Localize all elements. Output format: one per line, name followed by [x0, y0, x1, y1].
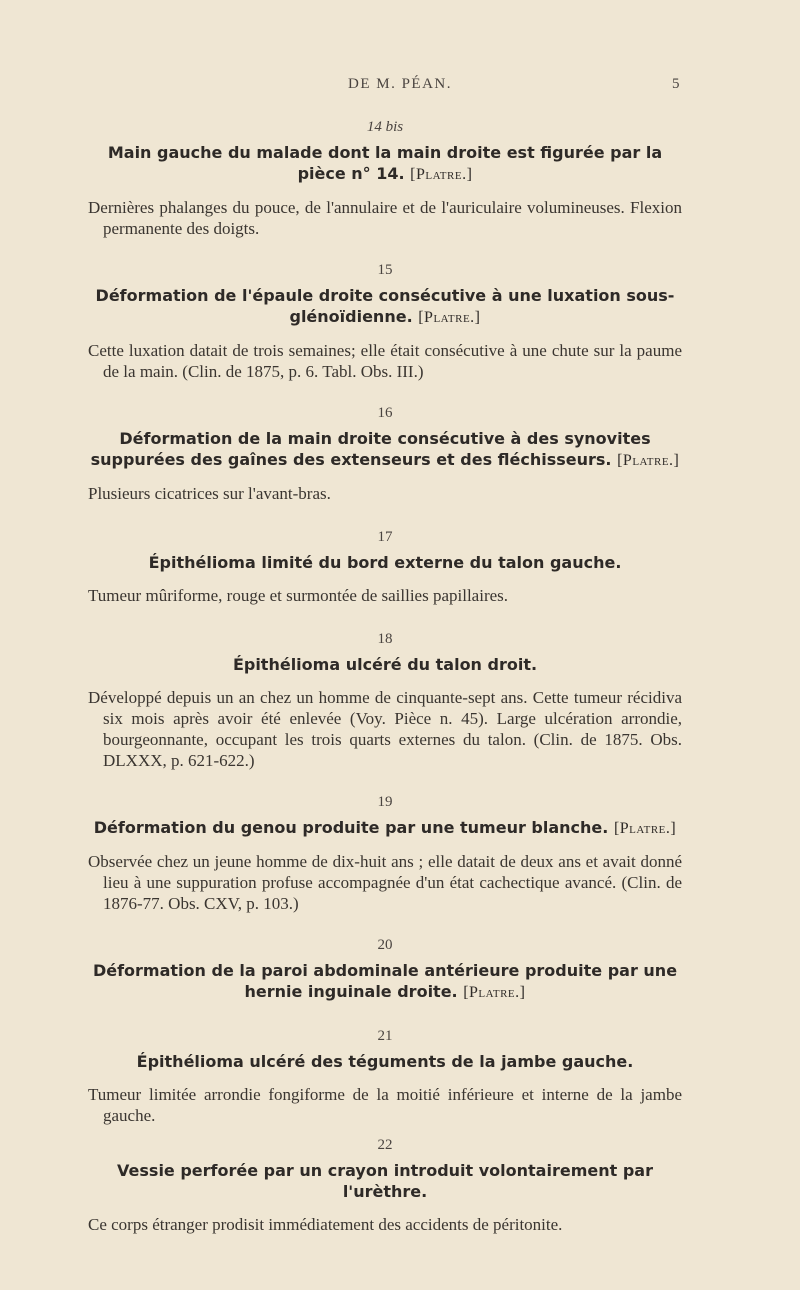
entry-number: 14 bis: [366, 119, 404, 135]
bracket-note: [Platre.]: [410, 166, 473, 183]
entry-heading: Vessie perforée par un crayon introduit volontairement par l'urèthre.: [117, 1161, 653, 1201]
entry-18: [88, 630, 682, 771]
entry-number: 21: [377, 1028, 393, 1044]
entry-body: Observée chez un jeune homme de dix-huit ans ; elle datait de deux ans et avait donné lieu à une suppuration profuse accompagnée d'un état cachectique avancé. (Clin. de 1876-77. Obs. CXV, p. 103.): [88, 852, 682, 913]
entry-body: Plusieurs cicatrices sur l'avant-bras.: [88, 484, 331, 503]
entry-20: [88, 936, 682, 1003]
entry-number: 20: [377, 937, 393, 953]
entry-heading: Déformation de la paroi abdominale antérieure produite par une hernie inguinale droite. [Platre.]: [92, 961, 678, 1001]
entry-heading: Épithélioma ulcéré du talon droit.: [232, 655, 538, 674]
page-number: 5: [672, 76, 680, 92]
entry-22: [88, 1136, 682, 1235]
entry-15: [88, 261, 682, 382]
entry-heading: Épithélioma limité du bord externe du talon gauche.: [148, 553, 622, 572]
entry-body: Tumeur limitée arrondie fongiforme de la moitié inférieure et interne de la jambe gauche.: [88, 1085, 682, 1125]
entry-body: Développé depuis un an chez un homme de cinquante-sept ans. Cette tumeur récidiva six mois après avoir été enlevée (Voy. Pièce n. 45). Large ulcération arrondie, bourgeonnante, occupant les trois quarts externes du talon. (Clin. de 1875. Obs. DLXXX, p. 621-622.): [88, 688, 682, 770]
entry-number: 22: [377, 1137, 393, 1153]
running-head: DE M. PÉAN.: [347, 76, 452, 92]
entry-number: 18: [377, 631, 393, 647]
entry-21: [88, 1027, 682, 1126]
entry-heading: Déformation de la main droite consécutive à des synovites suppurées des gaînes des extenseurs et des fléchisseurs. [Platre.]: [90, 429, 680, 469]
entry-19: [88, 793, 682, 914]
entry-number: 17: [377, 529, 393, 545]
page-content: [88, 118, 682, 1235]
entry-heading: Main gauche du malade dont la main droite est figurée par la pièce n° 14. [Platre.]: [107, 143, 663, 183]
bracket-note: [Platre.]: [617, 452, 680, 469]
bracket-note: [Platre.]: [418, 309, 481, 326]
entry-number: 19: [377, 794, 393, 810]
entry-body: Dernières phalanges du pouce, de l'annulaire et de l'auriculaire volumineuses. Flexion permanente des doigts.: [88, 198, 682, 238]
entry-body: Cette luxation datait de trois semaines; elle était consécutive à une chute sur la paume de la main. (Clin. de 1875, p. 6. Tabl. Obs. III.): [88, 341, 682, 381]
entry-17: [88, 528, 682, 606]
entry-heading: Déformation du genou produite par une tumeur blanche. [Platre.]: [93, 818, 677, 837]
entry-heading: Déformation de l'épaule droite consécutive à une luxation sous-glénoïdienne. [Platre.]: [95, 286, 675, 326]
entry-number: 16: [377, 405, 393, 421]
entry-body: Tumeur mûriforme, rouge et surmontée de saillies papillaires.: [88, 586, 509, 605]
entry-16: [88, 404, 682, 504]
bracket-note: [Platre.]: [463, 984, 526, 1001]
entry-number: 15: [377, 262, 393, 278]
bracket-note: [Platre.]: [613, 820, 677, 837]
entry-body: Ce corps étranger prodisit immédiatement des accidents de péritonite.: [88, 1215, 563, 1234]
entry-14bis: [88, 118, 682, 239]
entry-heading: Épithélioma ulcéré des téguments de la jambe gauche.: [136, 1052, 634, 1071]
